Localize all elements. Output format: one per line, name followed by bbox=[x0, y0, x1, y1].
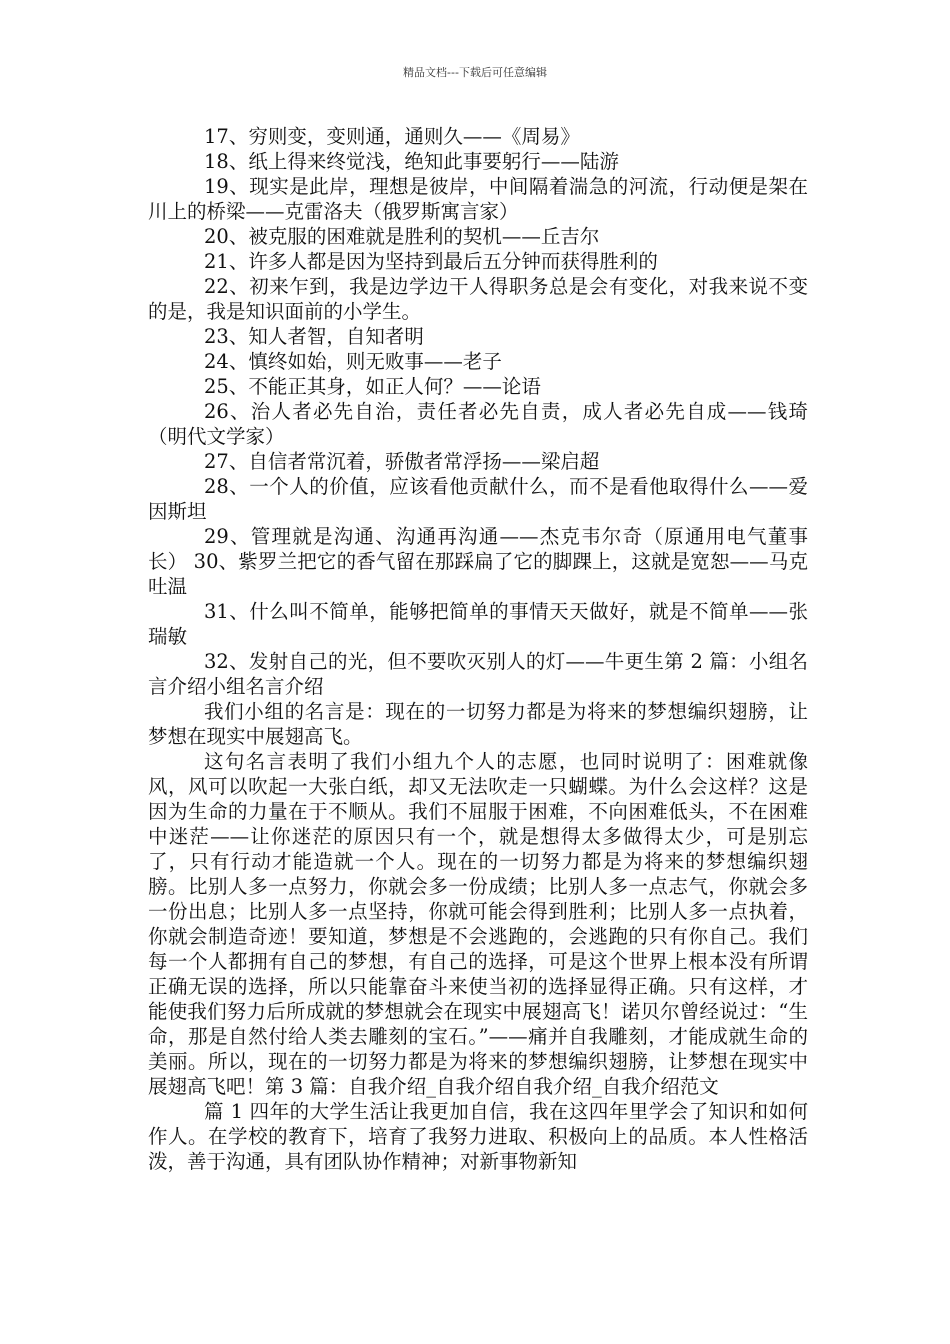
paragraph: 20、被克服的困难就是胜利的契机——丘吉尔 bbox=[204, 225, 600, 248]
paragraph: 32、发射自己的光，但不要吹灭别人的灯——牛更生第 2 篇：小组名言介绍小组名言介绍 bbox=[148, 650, 808, 698]
paragraph: 篇 1 四年的大学生活让我更加自信，我在这四年里学会了知识和如何作人。在学校的教育下，培育了我努力进取、积极向上的品质。本人性格活泼，善于沟通，具有团队协作精神；对新事物新知 bbox=[148, 1100, 808, 1173]
document-body bbox=[148, 124, 808, 1174]
paragraph: 25、不能正其身，如正人何？——论语 bbox=[204, 375, 541, 398]
paragraph: 28、一个人的价值，应该看他贡献什么，而不是看他取得什么——爱因斯坦 bbox=[148, 475, 808, 523]
paragraph: 22、初来乍到，我是边学边干人得职务总是会有变化，对我来说不变的是，我是知识面前的小学生。 bbox=[148, 275, 808, 323]
paragraph: 24、慎终如始，则无败事——老子 bbox=[204, 350, 502, 373]
paragraph: 23、知人者智，自知者明 bbox=[204, 325, 424, 348]
page-header: 精品文档---下载后可任意编辑 bbox=[403, 66, 547, 79]
paragraph: 21、许多人都是因为坚持到最后五分钟而获得胜利的 bbox=[204, 250, 658, 273]
paragraph: 18、纸上得来终觉浅，绝知此事要躬行——陆游 bbox=[204, 150, 619, 173]
paragraph: 19、现实是此岸，理想是彼岸，中间隔着湍急的河流，行动便是架在川上的桥梁——克雷洛夫（俄罗斯寓言家） bbox=[148, 175, 808, 223]
paragraph: 31、什么叫不简单，能够把简单的事情天天做好，就是不简单——张瑞敏 bbox=[148, 600, 808, 648]
paragraph: 这句名言表明了我们小组九个人的志愿，也同时说明了：困难就像风，风可以吹起一大张白纸，却又无法吹走一只蝴蝶。为什么会这样？这是因为生命的力量在于不顺从。我们不屈服于困难，不向困难低头，不在困难中迷茫——让你迷茫的原因只有一个，就是想得太多做得太少，可是别忘了，只有行动才能造就一个人。现在的一切努力都是为将来的梦想编织翅膀。比别人多一点努力，你就会多一份成绩；比别人多一点志气，你就会多一份出息；比别人多一点坚持，你就可能会得到胜利；比别人多一点执着，你就会制造奇迹！要知道，梦想是不会逃跑的，会逃跑的只有你自己。我们每一个人都拥有自己的梦想，有自己的选择，可是这个世界上根本没有所谓正确无误的选择，所以只能靠奋斗来使当初的选择显得正确。只有这样，才能使我们努力后所成就的梦想就会在现实中展翅高飞！诺贝尔曾经说过：“生命，那是自然付给人类去雕刻的宝石。”——痛并自我雕刻，才能成就生命的美丽。所以，现在的一切努力都是为将来的梦想编织翅膀，让梦想在现实中展翅高飞吧！第 3 篇：自我介绍_自我介绍自我介绍_自我介绍范文 bbox=[148, 750, 808, 1098]
paragraph: 26、治人者必先自治，责任者必先自责，成人者必先自成——钱琦（明代文学家） bbox=[148, 400, 808, 448]
paragraph: 27、自信者常沉着，骄傲者常浮扬——梁启超 bbox=[204, 450, 600, 473]
paragraph: 29、管理就是沟通、沟通再沟通——杰克韦尔奇（原通用电气董事长） 30、紫罗兰把它的香气留在那踩扁了它的脚踝上，这就是宽恕——马克吐温 bbox=[148, 525, 808, 598]
paragraph: 17、穷则变，变则通，通则久——《周易》 bbox=[204, 125, 580, 148]
paragraph: 我们小组的名言是：现在的一切努力都是为将来的梦想编织翅膀，让梦想在现实中展翅高飞。 bbox=[148, 700, 808, 748]
